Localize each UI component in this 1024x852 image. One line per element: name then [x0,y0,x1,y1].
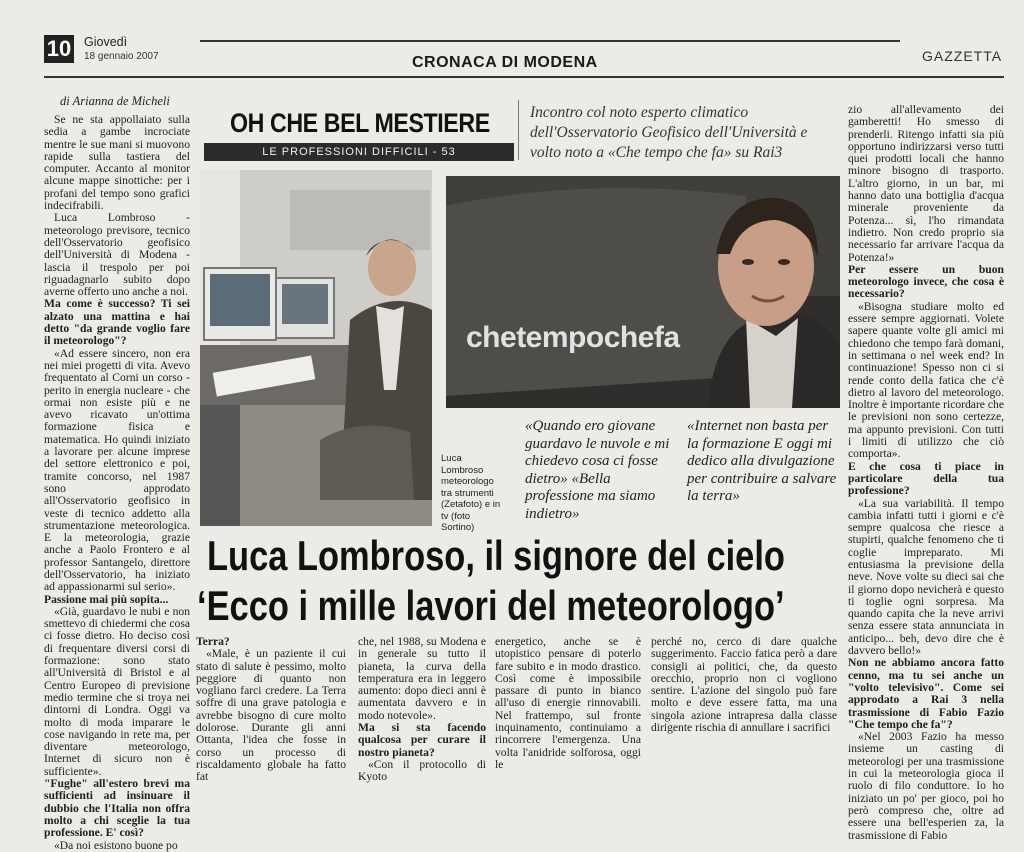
column-bottom-4 [651,636,837,743]
colb1-question: Terra? [196,635,230,648]
header-rule-top [200,40,900,42]
masthead-brand: GAZZETTA [922,48,1003,64]
colb1-para: «Male, è un paziente il cui stato di salute è pessimo, molto peggiore di quanto non vogliano farci credere. La Terra soffre di una grave patologia e avrebbe bisogno di cure molto dolorose. Durante gli anni Ottanta, l'idea che fosse in corso un processo di riscaldamento globale ha fatto fat [196,647,346,784]
tv-show-logo: chetempochefa [466,321,680,354]
deck-divider [518,100,519,160]
colb2-question: Ma si sta facendo qualcosa per curare il nostro pianeta? [358,721,486,759]
colr-para: «Nel 2003 Fazio ha messo insieme un casting di meteorologi per una trasmissione in cui la meteorologia gioca il ruolo di filo conduttore. Io ho iniziato un po' per gioco, poi ho però compreso che, oltre ad essere una bell'esperien za, la trasmissione di Fabio [848,730,1004,842]
photo-lab-illustration [200,170,432,526]
col1-para: Luca Lombroso - meteorologo previsore, tecnico dell'Osservatorio geofisico dell'Università di Modena - lascia il trespolo per poi riguadagnarlo subito dopo averne offerto uno anche a noi. [44,211,190,299]
colb2-para: che, nel 1988, su Modena e in generale su tutto il pianeta, la curva della temperatura era in leggero aumento: dopo dieci anni è aumentata davvero e in modo notevole». [358,635,486,722]
photo-lab [200,170,432,526]
colb4-para: perché no, cerco di dare qualche suggerimento. Faccio fatica però a dare consigli ai politici, che, da questo orecchio, proprio non ci vogliono sentire. L'azione del singolo può fare molto e deve essere fatta, ma una singola azione intrapresa dalla classe dirigente rischia di annullare i sacrifici [651,635,837,735]
col1-question: "Fughe" all'estero brevi ma sufficienti ad insinuare il dubbio che l'Italia non offra molto a chi sceglie la tua professione. E' così? [44,777,190,840]
pull-quote-right: «Internet non basta per la formazione E oggi mi dedico alla divulgazione per contribuire a salvare la terra» [687,418,837,504]
photo-caption: Luca Lombroso meteorologo tra strumenti (Zetafoto) e in tv (foto Sortino) [441,453,501,533]
byline: di Arianna de Micheli [60,94,170,108]
column-bottom-2 [358,635,486,784]
article-deck: Incontro col noto esperto climatico dell'Osservatorio Geofisico dell'Università e volto noto a «Che tempo che fa» su Rai3 [530,104,808,161]
header-date: 18 gennaio 2007 [84,51,159,62]
column-bottom-3 [495,635,641,771]
header-day: Giovedì [84,35,128,49]
col1-question: Passione mai più sopita... [44,592,169,606]
colr-para: zio all'allevamento dei gamberetti! Ho smesso di prenderli. Ritengo infatti sia più opportuno indirizzarsi verso tutti quei prodotti locali che hanno minore bisogno di trasporto. L'altro giorno, in un bar, mi hanno dato una bottiglia d'acqua minerale proveniente da Potenza... sì, l'ho rimandata indietro. Non credo proprio sia necessario far arrivare l'acqua da Potenza!» [848,103,1004,264]
col1-para: «Ad essere sincero, non era nei miei progetti di vita. Avevo frequentato al Corni un corso - perito in energia nucleare - che ormai non esiste più e ne avevo ricavato un'ottima formazione fisica e matematica. Ho quindi iniziato a lavorare per alcune imprese del settore elettronico e poi, tramite concorso, nel 1987 sono approdato all'Osservatorio geofisico in veste di tecnico addetto alla strumentazione meteorologica. E la meteorologia, grazie anche a Paolo Frontero e al professor Santangelo, direttore dell'Osservatorio, ha iniziato ad appassionarmi sul serio». [44,346,190,594]
page-number: 10 [44,35,74,63]
colb2-para: «Con il protocollo di Kyoto [358,757,486,784]
colr-question: Non ne abbiamo ancora fatto cenno, ma tu sei anche un "volto televisivo". Come sei approdato a Rai 3 nella trasmissione di Fabio Fazio "Che tempo che fa"? [848,656,1004,731]
column-bottom-1 [196,635,346,784]
colr-question: Per essere un buon meteorologo invece, che cosa è necessario? [848,262,1004,301]
column-1 [44,113,190,852]
photo-tv [446,176,840,408]
section-title: CRONACA DI MODENA [412,54,598,71]
headline-line-2: ‘Ecco i mille lavori del meteorologo’ [197,582,785,629]
photo-tv-illustration [446,176,840,408]
pull-quote-left: «Quando ero giovane guardavo le nuvole e mi chiedevo cosa ci fosse dietro» «Bella professione ma siamo indietro» [525,418,670,522]
kicker-subtitle: LE PROFESSIONI DIFFICILI - 53 [204,143,514,161]
header-rule-bottom [44,76,1004,78]
col1-para: «Già, guardavo le nubi e non smettevo di chiedermi che cosa ci fosse dietro. Ho deciso così di frequentare diversi corsi di formazione: sono stato all'Università di Bristol e al Centro Europeo di previsione medio termine che si troya nei dintorni di Londra. Oggi va molto di moda imparare le cose navigando in rete ma, per diventare meteorologo, Internet di sicuro non è sufficiente». [44,604,190,778]
kicker-title: OH CHE BEL MESTIERE [230,108,490,138]
colb3-para: energetico, anche se è utopistico pensare di poterlo fare subito e in modo drastico. Così come è impossibile passare di punto in bianco all'uso di energie rinnovabili. Nel frattempo, sul fronte inquinamento, continuiamo a rincorrere l'emergenza. Una volta l'anidride solforosa, oggi le [495,635,641,771]
headline-line-1: Luca Lombroso, il signore del cielo [207,532,785,579]
colr-para: «Bisogna studiare molto ed essere sempre aggiornati. Volete sapere quante volte gli amici mi chiedono che tempo farà domani, in settimana o nel week end? In continuazione! Spesso non ci si rende conto della fatica che c'è dietro al lavoro del meteorologo. Inoltre è importante ricordare che le previsioni non sono certezze, ma appunto previsioni. Con tutti i limiti di utilizzo che ciò comporta». [848,299,1004,461]
colr-question: E che cosa ti piace in particolare della tua professione? [848,459,1004,498]
col1-para: «Da noi esistono buone po [54,838,178,852]
colr-para: «La sua variabilità. Il tempo cambia infatti tutti i giorni e c'è sempre qualcosa che riesce a stupirti, qualche fenomeno che ti coglie impreparato. Mi entusiasma la previsione della neve. Nove volte su dieci sai che il giorno dopo nevicherà e questo ti toglie ogni sorpresa. Ma quando capita che la neve arrivi senza essere stata annunciata in anticipo... beh, devo dire che è davvero bello!» [848,496,1004,658]
column-right [848,103,1004,842]
col1-question: Ma come è successo? Ti sei alzato una mattina e hai detto "da grande voglio fare il meteorologo"? [44,297,190,348]
col1-para: Se ne sta appollaiato sulla sedia a gambe incrociate mentre le sue mani si muovono rapide sulla tastiera del computer. Accanto al monitor alcune mappe sinottiche: per i profani del tempo sono grafici indecifrabili. [44,113,190,213]
